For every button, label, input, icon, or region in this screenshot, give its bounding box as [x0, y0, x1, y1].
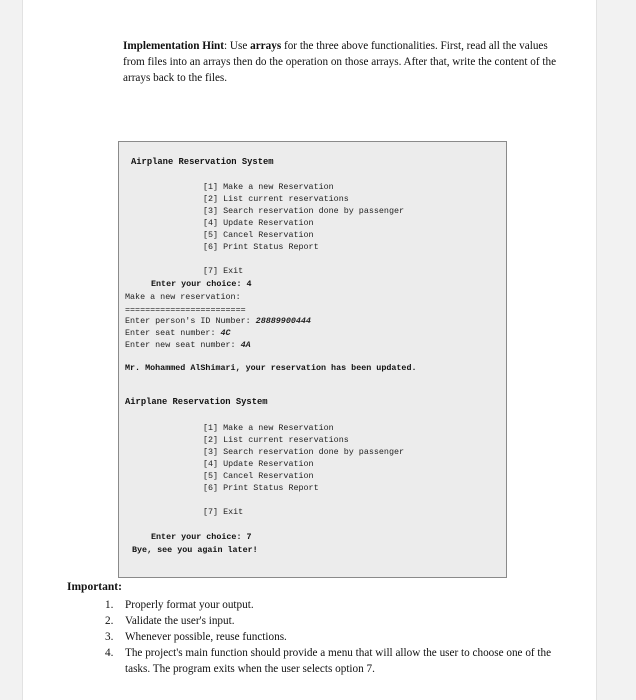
menu2-item-2: [2] List current reservations — [203, 435, 349, 445]
menu1-item-1: [1] Make a new Reservation — [203, 182, 334, 192]
console-title-2: Airplane Reservation System — [125, 397, 268, 407]
updated-message: Mr. Mohammed AlShimari, your reservation has been updated. — [125, 363, 417, 373]
important-heading: Important: — [67, 581, 122, 593]
list-item: 3. Whenever possible, reuse functions. — [105, 631, 287, 643]
hint-pre: : Use — [224, 40, 251, 52]
menu2-exit: [7] Exit — [203, 507, 244, 517]
document-page — [22, 0, 597, 700]
menu2-item-1: [1] Make a new Reservation — [203, 423, 334, 433]
new-seat-line: Enter new seat number: 4A — [125, 340, 251, 350]
console-output-screenshot — [118, 141, 507, 578]
list-item: 1. Properly format your output. — [105, 599, 254, 611]
make-new-reservation: Make a new reservation: — [125, 292, 241, 302]
menu1-item-3: [3] Search reservation done by passenger — [203, 206, 405, 216]
menu1-item-6: [6] Print Status Report — [203, 242, 319, 252]
seat-line: Enter seat number: 4C — [125, 328, 231, 338]
menu2-item-4: [4] Update Reservation — [203, 459, 314, 469]
hint-post: for the three above functionalities. First, read all the values from files into an arrays then do the operation on those arrays. After that, write the content of the arrays back to the files. — [123, 40, 557, 84]
menu2-item-3: [3] Search reservation done by passenger — [203, 447, 405, 457]
menu1-item-5: [5] Cancel Reservation — [203, 230, 314, 240]
choice-line-1: Enter your choice: 4 — [151, 279, 252, 289]
list-item: 2. Validate the user's input. — [105, 615, 235, 627]
divider-line: ======================== — [125, 305, 246, 315]
important-list — [105, 597, 575, 677]
implementation-hint — [123, 38, 563, 86]
console-title-1: Airplane Reservation System — [131, 157, 274, 167]
hint-bold-word: arrays — [250, 40, 282, 52]
hint-label: Implementation Hint — [123, 40, 224, 52]
menu2-item-6: [6] Print Status Report — [203, 483, 319, 493]
menu2-item-5: [5] Cancel Reservation — [203, 471, 314, 481]
menu1-item-2: [2] List current reservations — [203, 194, 349, 204]
menu1-exit: [7] Exit — [203, 266, 244, 276]
bye-message: Bye, see you again later! — [132, 545, 258, 555]
choice-line-2: Enter your choice: 7 — [151, 532, 252, 542]
menu1-item-4: [4] Update Reservation — [203, 218, 314, 228]
id-line: Enter person's ID Number: 28889900444 — [125, 316, 311, 326]
list-item: 4. The project's main function should provide a menu that will allow the user to choose one of the tasks. The program exits when the user selects option 7. — [105, 647, 552, 675]
